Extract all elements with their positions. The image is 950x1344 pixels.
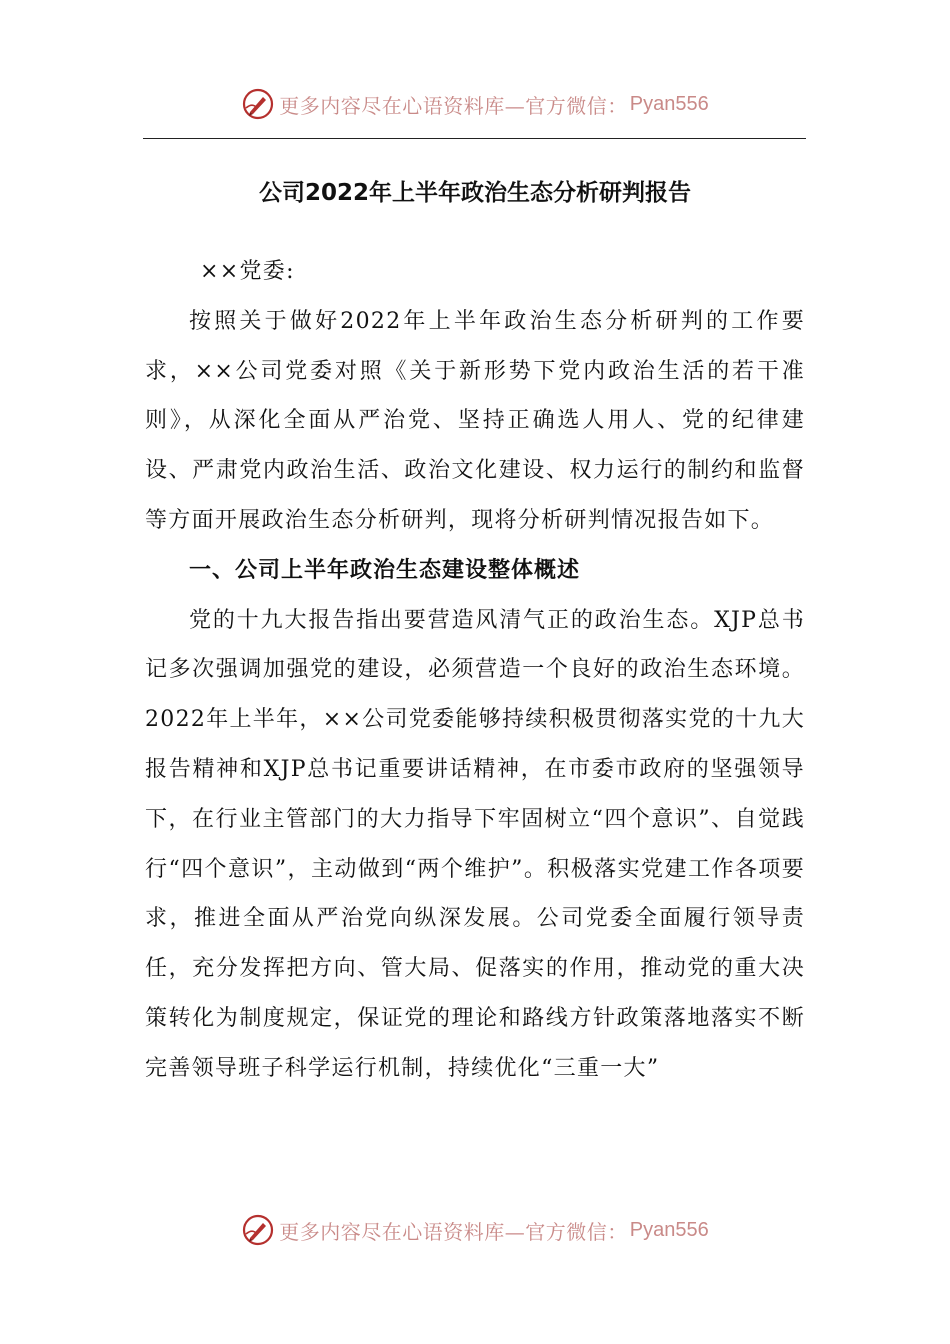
section-1-paragraph: 党的十九大报告指出要营造风清气正的政治生态。XJP总书记多次强调加强党的建设，必须营造一个良好的政治生态环境。2022年上半年，××公司党委能够持续积极贯彻落实党的十九大报告精神和XJP总书记重要讲话精神，在市委市政府的坚强领导下，在行业主管部门的大力指导下牢固树立“四个意识”、自觉践行“四个意识”，主动做到“两个维护”。积极落实党建工作各项要求，推进全面从严治党向纵深发展。公司党委全面履行领导责任，充分发挥把方向、管大局、促落实的作用，推动党的重大决策转化为制度规定，保证党的理论和路线方针政策落地落实不断完善领导班子科学运行机制，持续优化“三重一大” [145, 607, 805, 1081]
watermark-text: 更多内容尽在心语资料库—官方微信： [279, 1219, 628, 1244]
header-rule [143, 138, 806, 139]
intro-paragraph: 按照关于做好2022年上半年政治生态分析研判的工作要求，××公司党委对照《关于新形势下党内政治生活的若干准则》，从深化全面从严治党、坚持正确选人用人、党的纪律建设、严肃党内政治生活、政治文化建设、权力运行的制约和监督等方面开展政治生态分析研判，现将分析研判情况报告如下。 [145, 308, 805, 533]
watermark-wechat-id: Pyan556 [629, 1218, 709, 1241]
salutation: ××党委: [200, 259, 295, 284]
header-watermark [0, 84, 950, 124]
watermark-text: 更多内容尽在心语资料库—官方微信： [279, 93, 628, 118]
watermark-wechat-id: Pyan556 [629, 92, 709, 115]
pen-logo-icon [241, 1213, 275, 1247]
pen-logo-icon [241, 87, 275, 121]
footer-watermark [0, 1210, 950, 1250]
section-heading-1: 一、公司上半年政治生态建设整体概述 [189, 557, 581, 583]
document-body [145, 247, 805, 1094]
document-title: 公司2022年上半年政治生态分析研判报告 [258, 180, 691, 206]
